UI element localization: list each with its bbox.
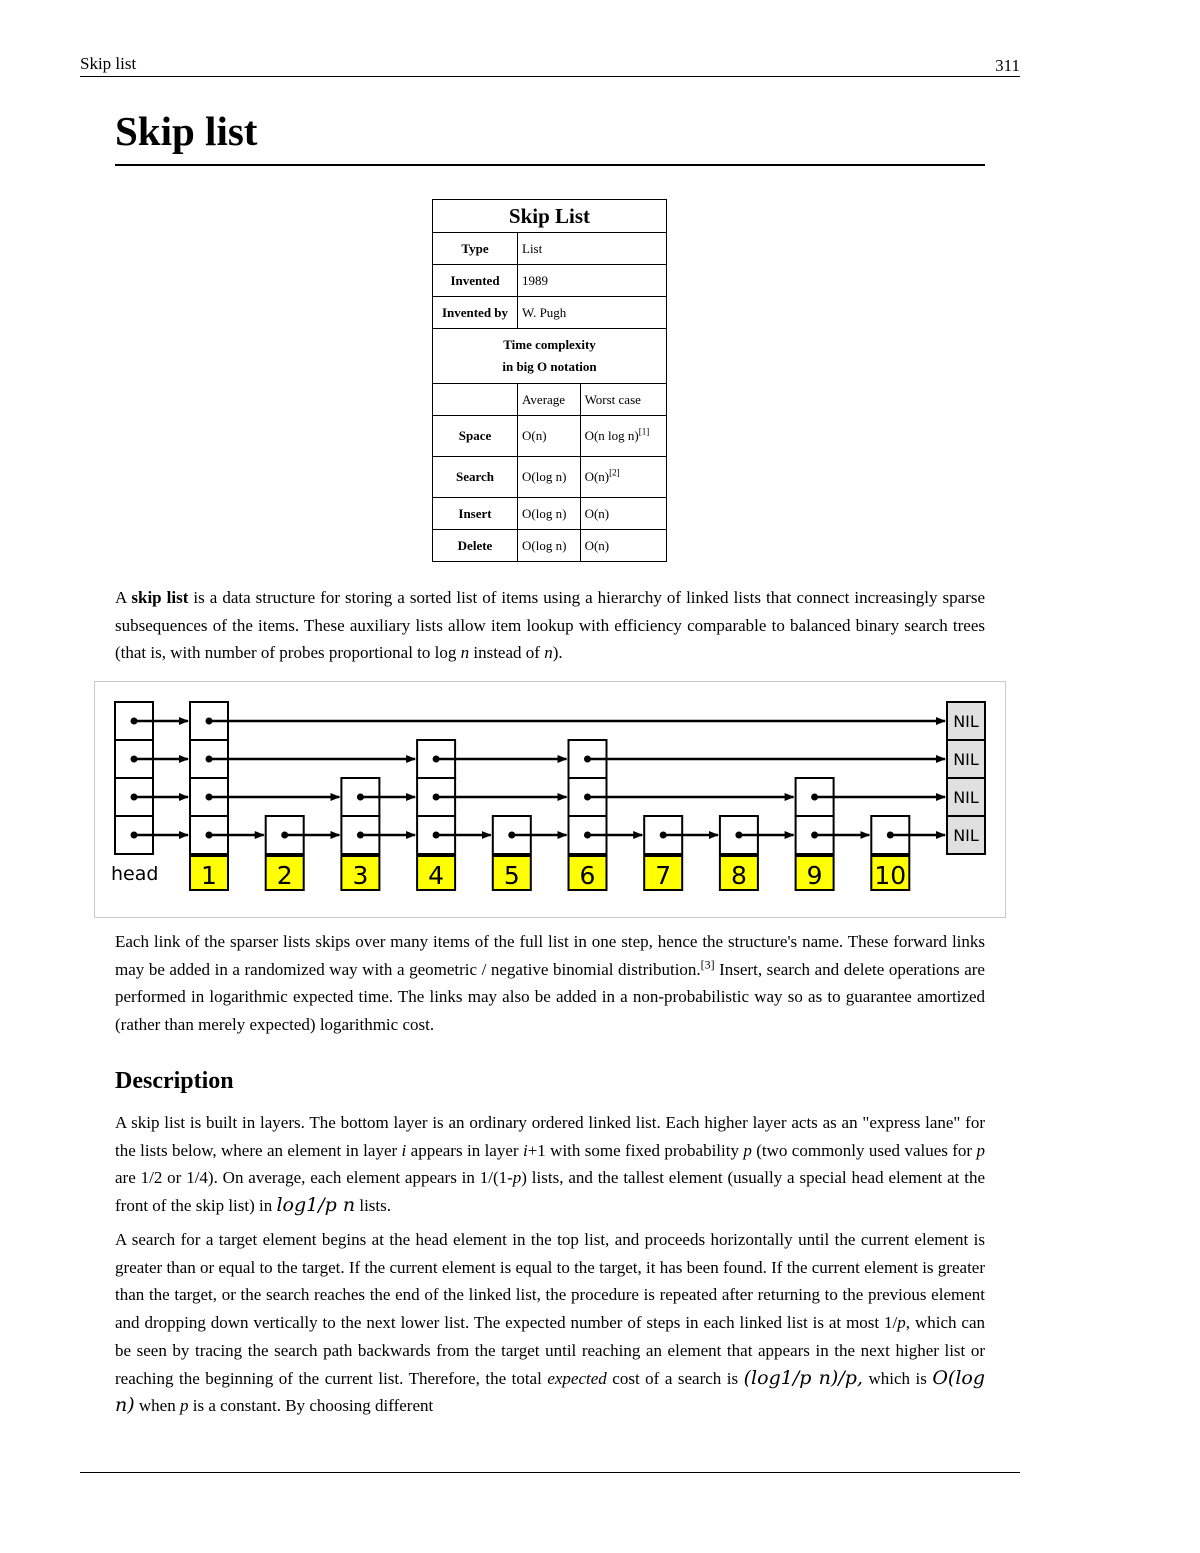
paragraph-text: when [134, 1396, 180, 1416]
footer-rule [80, 1472, 1020, 1473]
node-key-label: 1 [201, 861, 217, 890]
intro-text: ). [552, 643, 563, 663]
intro-text: A [115, 588, 132, 607]
paragraph-text: A search for a target element begins at the head element in the top list, and proceeds horizontally until the current element is greater than or equal to the target. If the current element is equal to the target, it has been found. If the current element is greater than the target, or the search reaches the end of the linked list, the procedure is repeated after returning to the previous element and dropping down vertically to the next lower list. The expected number of steps in each linked list is at most 1/ [115, 1230, 985, 1333]
intro-text: is a data structure for storing a sorted list of items using a hierarchy of linked lists that connect increasingly sparse subsequences of the items. These auxiliary lists allow item lookup with efficiency comparable to balanced binary search trees (that is, with number of probes proportional to log [115, 588, 985, 663]
description-paragraph-1 [115, 1109, 985, 1220]
infobox-label: Type [433, 233, 518, 265]
node-key-label: 4 [428, 861, 445, 890]
math-var: p [179, 1396, 189, 1416]
complexity-title-line1: Time complexity [503, 337, 596, 352]
complexity-average: O(log n) [518, 457, 581, 498]
paragraph-text: cost of a search is [606, 1368, 744, 1388]
math-var: n [544, 643, 553, 663]
complexity-row-insert [433, 498, 667, 530]
math-var: i [522, 1140, 528, 1160]
paragraph-text: +1 with some fixed probability [527, 1140, 744, 1160]
math-var: p [743, 1140, 752, 1160]
node-key-label: 7 [655, 861, 672, 890]
infobox-row-invented [433, 265, 667, 297]
infobox [432, 199, 667, 562]
infobox-value: 1989 [518, 265, 667, 297]
complexity-row-space [433, 416, 667, 457]
math-cost: (log1/p n)/p, [743, 1366, 863, 1389]
node-key-label: 3 [352, 861, 369, 890]
infobox-label: Invented by [433, 297, 518, 329]
page-title: Skip list [115, 104, 985, 166]
complexity-worst [580, 457, 666, 498]
complexity-average: O(n) [518, 416, 581, 457]
running-head-title: Skip list [80, 54, 137, 73]
reference-2[interactable]: [2] [609, 467, 620, 478]
complexity-worst: O(n) [580, 498, 666, 530]
complexity-row-search [433, 457, 667, 498]
node-key-label: 6 [579, 861, 596, 890]
paragraph-text: A skip list is built in layers. The bottom layer is an ordinary ordered linked list. Each higher layer acts as an "express lane" for the lists below, where an element in layer [115, 1113, 985, 1160]
running-head [80, 52, 1020, 77]
paragraph-links [115, 928, 985, 1039]
nil-label: NIL [953, 826, 979, 845]
math-var: p [512, 1168, 522, 1188]
page-number: 311 [995, 56, 1020, 75]
complexity-label: Space [433, 416, 518, 457]
paragraph-text: Insert, search and delete operations are performed in logarithmic expected time. The links may also be added in a non-probabilistic way so as to guarantee amortized (rather than merely expected) logarithmic cost. [115, 959, 985, 1035]
node-key-label: 9 [806, 861, 823, 890]
complexity-label: Delete [433, 530, 518, 562]
paragraph-text: appears in layer [406, 1140, 523, 1160]
complexity-average: O(log n) [518, 530, 581, 562]
intro-text: instead of [469, 643, 545, 663]
skip-list-diagram [94, 681, 1006, 918]
complexity-header-average: Average [518, 384, 581, 416]
paragraph-text: , which can be seen by tracing the search path backwards from the target until reaching an element that appears in the next higher list or reaching the beginning of the current list. Therefore, the total [115, 1313, 985, 1388]
complexity-header-blank [433, 384, 518, 416]
math-big-o: O(log n) [115, 1366, 985, 1417]
head-label: head [111, 863, 159, 885]
complexity-row-delete [433, 530, 667, 562]
infobox-value: List [518, 233, 667, 265]
section-heading-description: Description [115, 1068, 234, 1094]
paragraph-text: Each link of the sparser lists skips over many items of the full list in one step, hence the structure's name. These forward links may be added in a randomized way with a geometric / negative binomial distribution. [115, 932, 985, 979]
node-key-label: 5 [503, 861, 520, 890]
skip-list-svg [95, 682, 1005, 917]
intro-bold-term: skip list [131, 588, 189, 607]
paragraph-text: which is [862, 1368, 933, 1388]
complexity-title-line2: in big O notation [502, 359, 597, 374]
paragraph-text: are 1/2 or 1/4). On average, each element appears in 1/(1- [115, 1168, 513, 1188]
reference-3[interactable]: [3] [700, 957, 715, 972]
infobox-value: W. Pugh [518, 297, 667, 329]
infobox-row-type [433, 233, 667, 265]
reference-1[interactable]: [1] [638, 426, 650, 437]
math-var: i [401, 1140, 407, 1160]
paragraph-text: lists. [355, 1196, 391, 1216]
complexity-worst: O(n) [580, 530, 666, 562]
nil-label: NIL [953, 712, 979, 731]
complexity-worst-value: O(n) [584, 469, 610, 484]
paragraph-text: is a constant. By choosing different [188, 1396, 434, 1416]
nil-label: NIL [953, 788, 979, 807]
infobox-row-inventor [433, 297, 667, 329]
complexity-worst-value: O(n log n) [584, 428, 639, 443]
infobox-caption: Skip List [433, 200, 667, 233]
complexity-average: O(log n) [518, 498, 581, 530]
emphasis: expected [547, 1368, 607, 1388]
complexity-title [433, 329, 667, 384]
complexity-label: Insert [433, 498, 518, 530]
complexity-header-worst: Worst case [580, 384, 666, 416]
node-key-label: 10 [874, 861, 907, 890]
complexity-worst [580, 416, 666, 457]
math-var: p [897, 1313, 906, 1333]
complexity-label: Search [433, 457, 518, 498]
nil-label: NIL [953, 750, 979, 769]
node-key-label: 2 [276, 861, 293, 890]
node-key-label: 8 [730, 861, 747, 890]
math-var: p [976, 1140, 985, 1160]
description-paragraph-2 [115, 1226, 985, 1420]
intro-paragraph [115, 584, 985, 667]
math-log: log1/p n [276, 1194, 356, 1217]
math-var: n [460, 643, 470, 663]
paragraph-text: ) lists, and the tallest element (usually a special head element at the front of the skip list) in [115, 1168, 986, 1216]
infobox-label: Invented [433, 265, 518, 297]
paragraph-text: (two commonly used values for [751, 1140, 977, 1160]
